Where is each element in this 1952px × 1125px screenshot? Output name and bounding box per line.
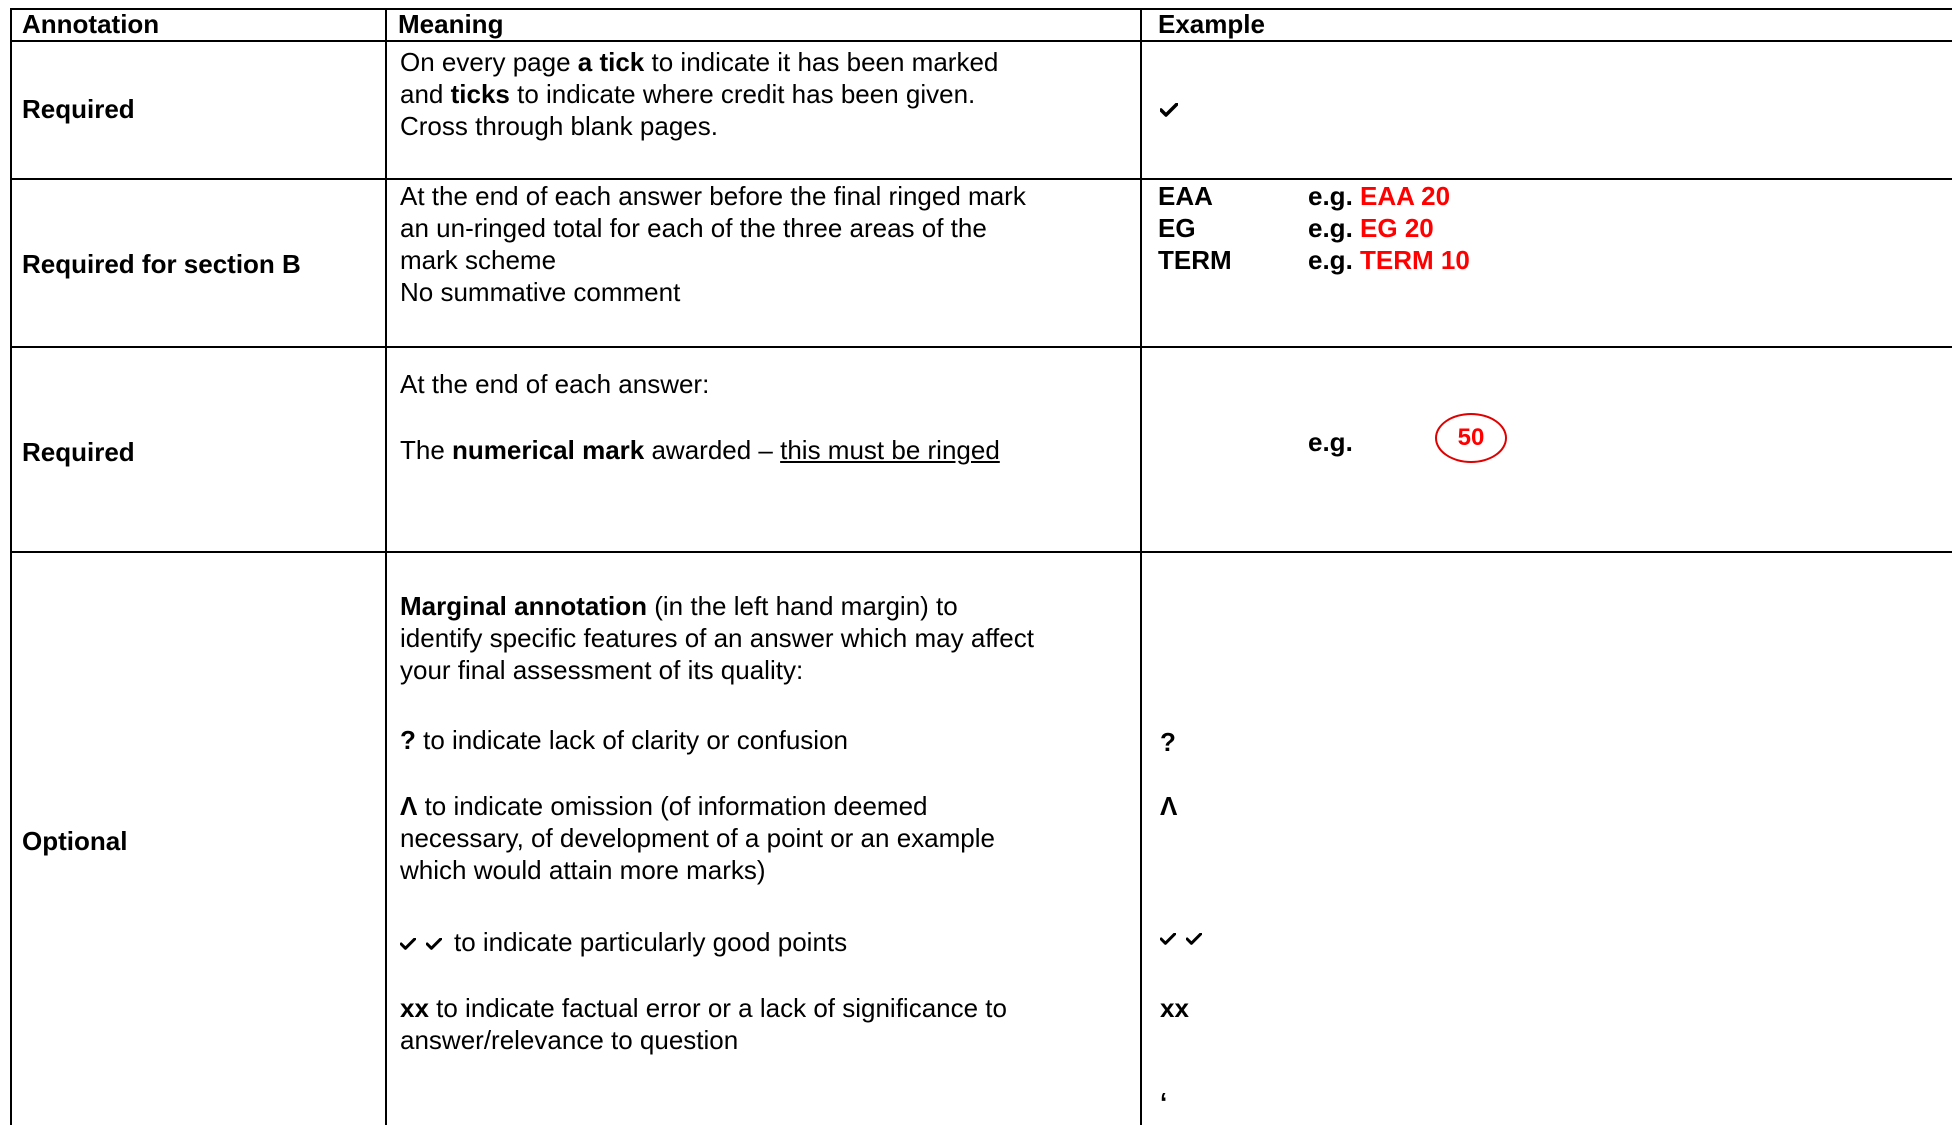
header-divider: [10, 40, 1952, 42]
double-tick-meaning: to indicate particularly good points: [400, 926, 1130, 958]
double-tick-icon: [400, 938, 442, 950]
row-annotation: Required for section B: [22, 249, 301, 279]
row-divider: [10, 346, 1952, 348]
header-meaning: Meaning: [398, 9, 504, 39]
annotation-table: [10, 8, 1952, 1125]
row-annotation: Required: [22, 437, 135, 467]
question-mark-meaning: ? to indicate lack of clarity or confusion: [400, 725, 848, 755]
ringed-mark: 50: [1435, 413, 1507, 463]
example-code-row: EG e.g. EG 20: [1158, 213, 1434, 243]
example-omission: Λ: [1160, 791, 1178, 821]
double-tick-icon: [1160, 933, 1202, 945]
row-annotation: Optional: [22, 826, 128, 856]
tick-icon: [1160, 103, 1178, 117]
header-annotation: Annotation: [22, 9, 160, 39]
example-factual-error: xx: [1160, 993, 1189, 1023]
example-code-row: EAA e.g. EAA 20: [1158, 181, 1451, 211]
factual-error-meaning: xx to indicate factual error or a lack of significance to answer/relevance to question: [400, 993, 1007, 1055]
example-eg-label: e.g.: [1308, 427, 1353, 457]
table-border-top: [10, 8, 1952, 10]
row-meaning: Marginal annotation (in the left hand margin) to identify specific features of an answer which may affect your final assessment of its quality:: [400, 591, 1034, 685]
omission-meaning: Λ to indicate omission (of information deemed necessary, of development of a point or an example which would attain more marks): [400, 791, 995, 885]
row-meaning: At the end of each answer before the final ringed mark an un-ringed total for each of the three areas of the mark scheme No summative comment: [400, 181, 1026, 307]
column-divider: [1140, 8, 1142, 1125]
example-code-row: TERM e.g. TERM 10: [1158, 245, 1470, 275]
row-annotation: Required: [22, 94, 135, 124]
column-divider: [385, 8, 387, 1125]
row-meaning: On every page a tick to indicate it has been marked and ticks to indicate where credit has been given. Cross through blank pages.: [400, 47, 999, 141]
row-divider: [10, 551, 1952, 553]
row-meaning: At the end of each answer: The numerical mark awarded – this must be ringed: [400, 369, 1000, 465]
header-example: Example: [1158, 9, 1265, 39]
example-question-mark: ?: [1160, 727, 1176, 757]
table-border-left: [10, 8, 12, 1125]
example-quote-mark: ‘: [1160, 1087, 1168, 1117]
